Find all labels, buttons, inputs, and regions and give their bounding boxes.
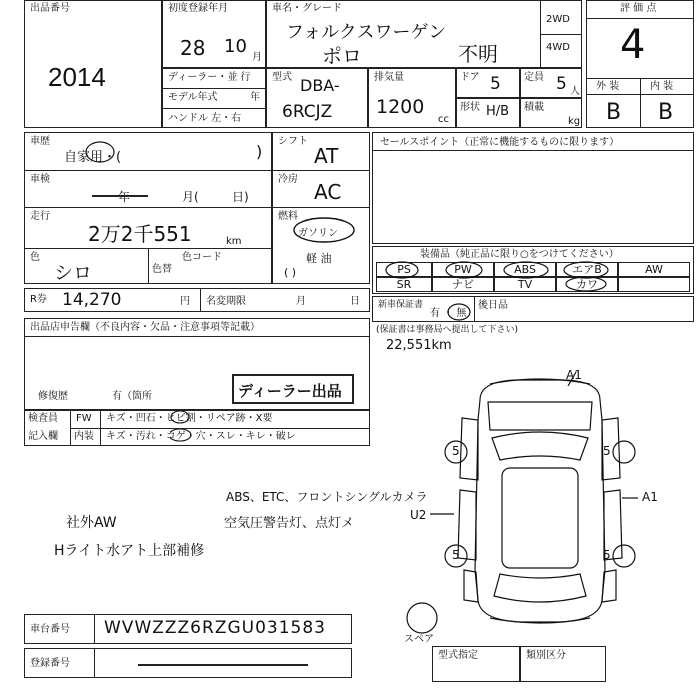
- note-line-2: 社外AW: [66, 515, 117, 531]
- mileage-value: 2万2千551: [88, 222, 192, 246]
- capacity-label: 定員: [524, 72, 544, 83]
- drive-4wd: 4WD: [546, 42, 570, 53]
- exterior-label: 外 装: [596, 81, 620, 92]
- note-line-3: 空気圧警告灯、点灯メ: [224, 516, 355, 531]
- aircon-value: AC: [314, 180, 342, 204]
- capacity-unit: 人: [570, 86, 580, 97]
- recycle-value: 14,270: [62, 290, 122, 310]
- equip-airbag: エアB: [556, 262, 618, 277]
- history-mark: [80, 138, 120, 168]
- car-name: フォルクスワーゲン: [286, 22, 447, 43]
- reg-month: 10: [224, 36, 247, 57]
- dealer-label: ディーラー・並 行: [168, 72, 251, 83]
- inspector-label: 検査員: [28, 413, 58, 424]
- nc-day: 日: [350, 296, 360, 307]
- interior-grade: B: [658, 100, 674, 125]
- history-label: 車歴: [30, 136, 50, 147]
- repair-value: 有（箇所: [112, 391, 152, 402]
- yen-unit: 円: [180, 296, 190, 307]
- warranty-label: 新車保証書: [378, 300, 424, 310]
- equip-sr: SR: [376, 277, 432, 292]
- warranty-options: 有 ・ 無: [430, 308, 467, 319]
- shift-value: AT: [314, 144, 339, 168]
- lot-label: 出品番号: [30, 3, 70, 14]
- type-value-1: DBA-: [300, 76, 340, 95]
- sales-title: セールスポイント（正常に機能するものに限ります）: [380, 137, 620, 148]
- mark-a1-right: A1: [642, 490, 658, 504]
- drive-2wd: 2WD: [546, 14, 570, 25]
- repair-label: 修復歴: [38, 391, 68, 402]
- fuel-circle: [290, 212, 360, 246]
- equip-tv: TV: [494, 277, 556, 292]
- aircon-label: 冷房: [278, 174, 298, 185]
- km-unit: km: [226, 236, 242, 247]
- equip-pw: PW: [432, 262, 494, 277]
- note-line-1: ABS、ETC、フロントシングルカメラ: [226, 490, 428, 504]
- mark-5-rr: 5: [603, 548, 611, 562]
- displacement-label: 排気量: [374, 72, 404, 83]
- exterior-grade: B: [606, 100, 622, 125]
- color-label: 色: [30, 252, 40, 263]
- color-code-label: 色コード: [182, 252, 222, 263]
- interior-check-label: 内装: [74, 431, 94, 442]
- fuel-option-1: ガソリン: [298, 228, 338, 239]
- color-value: シロ: [54, 262, 93, 284]
- mileage-label: 走行: [30, 211, 50, 222]
- note-line-4: Hライト水アト上部補修: [54, 543, 205, 559]
- category-label: 類別区分: [526, 650, 566, 661]
- model-year-label: モデル年式: [168, 92, 218, 103]
- rating-label: 評 価 点: [620, 3, 657, 14]
- dealer-stamp: ディーラー出品: [238, 382, 342, 400]
- mark-5-rl: 5: [452, 548, 460, 562]
- mark-5-fl: 5: [452, 444, 460, 458]
- equip-aw: AW: [618, 262, 690, 277]
- fuel-label: 燃料: [278, 211, 298, 222]
- equip-navi: ナビ: [432, 277, 494, 292]
- car-diagram: [390, 360, 700, 660]
- recycle-label: R券: [30, 294, 47, 305]
- seller-report-title: 出品店申告欄（不良内容・欠品・注意事項等記載）: [30, 322, 260, 333]
- type-value-2: 6RCJZ: [282, 102, 333, 122]
- doors-label: ドア: [460, 72, 480, 83]
- name-change-label: 名変期限: [206, 296, 246, 307]
- equipment-title: 装備品（純正品に限り○をつけてください）: [420, 249, 619, 260]
- shape-value: H/B: [486, 104, 510, 119]
- chassis-label: 車台番号: [30, 624, 70, 635]
- lot-number: 2014: [48, 62, 106, 92]
- registration-box: [24, 648, 352, 678]
- equipment-circles: [378, 258, 698, 294]
- doors-value: 5: [490, 74, 501, 94]
- displacement-value: 1200: [376, 96, 425, 118]
- history-value: 自家用・(: [64, 150, 122, 165]
- interior-items: キズ・汚れ・コゲ・穴・スレ・キレ・破レ: [106, 431, 296, 442]
- color-change-label: 色替: [152, 264, 172, 275]
- equip-leather: カワ: [556, 277, 618, 292]
- recorder-label: 記入欄: [28, 431, 58, 442]
- handwritten-mileage: 22,551km: [386, 338, 452, 353]
- inspection-month: 月(: [182, 190, 199, 204]
- check-circles: [170, 411, 320, 445]
- mark-a1-top: A1: [566, 368, 582, 382]
- fw-label: FW: [76, 413, 92, 424]
- inspection-year: 年: [118, 190, 131, 204]
- warranty-circle: [446, 302, 472, 322]
- equip-ps: PS: [376, 262, 432, 277]
- auction-sheet: 出品番号 2014 初度登録年月 28 10 月 車名・グレード フォルクスワーゲン ポロ 不明 2WD 4WD 評 価 点 4 外 装 内 装 B B ディーラー・並 行 モデル年式 年 ハンドル 左・右 型式 DBA- 6RCJZ 排気量 1200 cc ドア 5 定員 5 人 形状 H/B 積載 kg 車歴 自家用・( ) 車検 年 月( 日) 走行 2万2千551 km 色 シロ 色替 色コード シフト AT 冷房 AC 燃料 ガソリン 軽 油 ( ) R券 14,270 円 名変期限 月 日 セールスポイント（正常に機能するものに限ります） 装備品（純正品に限り○をつけてください） PS PW ABS エアB AW SR ナビ TV カワ 新車保証書 有 ・ 無 後日品 (保証書は事務局へ提出して下さい) 22,551km 出品店申告欄（不良内容・欠品・注意事項等記載） 修復歴 有（箇所 ディーラー出品 検査員 記入欄 FW キズ・凹石・ヒビ割・リペア跡・X要 内装 キズ・汚れ・コゲ・穴・スレ・キレ・破レ ABS、ETC、フロントシングルカメラ 社外AW 空気圧警告灯、点灯メ Hライト水アト上部補修 A1 A1 5 5 5 5 U2 スペア 車台番号 WVWZZZ6RZGU031583 登録番号 型式指定 類別区分: [0, 0, 700, 700]
- mark-left: U2: [410, 508, 427, 522]
- shift-label: シフト: [278, 136, 308, 147]
- equip-abs: ABS: [494, 262, 556, 277]
- after-date-label: 後日品: [478, 300, 508, 311]
- fw-items: キズ・凹石・ヒビ割・リペア跡・X要: [106, 413, 273, 424]
- reg-year: 28: [180, 36, 206, 60]
- inspection-day: 日): [232, 190, 249, 204]
- year-unit: 年: [250, 92, 260, 103]
- type-designation-label: 型式指定: [438, 650, 478, 661]
- rating-value: 4: [620, 22, 646, 68]
- inspection-label: 車検: [30, 174, 50, 185]
- registration-label: 登録番号: [30, 658, 70, 669]
- chassis-value: WVWZZZ6RZGU031583: [104, 618, 326, 638]
- first-reg-label: 初度登録年月: [168, 3, 228, 14]
- handle-label: ハンドル 左・右: [168, 113, 242, 124]
- load-label: 積載: [524, 102, 544, 113]
- shape-label: 形状: [460, 102, 480, 113]
- grade: 不明: [458, 42, 498, 66]
- month-unit: 月: [252, 52, 262, 63]
- cc-unit: cc: [438, 114, 449, 125]
- fuel-paren: ( ): [284, 266, 297, 279]
- car-name-label: 車名・グレード: [272, 3, 342, 14]
- guarantee-note: (保証書は事務局へ提出して下さい): [376, 325, 519, 335]
- type-label: 型式: [272, 72, 292, 83]
- sales-box: [372, 132, 694, 244]
- fuel-option-2: 軽 油: [306, 252, 332, 265]
- capacity-value: 5: [556, 74, 567, 94]
- spare-label: スペア: [404, 634, 434, 645]
- kg-unit: kg: [568, 116, 581, 127]
- model-name: ポロ: [322, 44, 362, 68]
- nc-month: 月: [296, 296, 306, 307]
- mark-5-fr: 5: [603, 444, 611, 458]
- interior-label: 内 装: [650, 81, 674, 92]
